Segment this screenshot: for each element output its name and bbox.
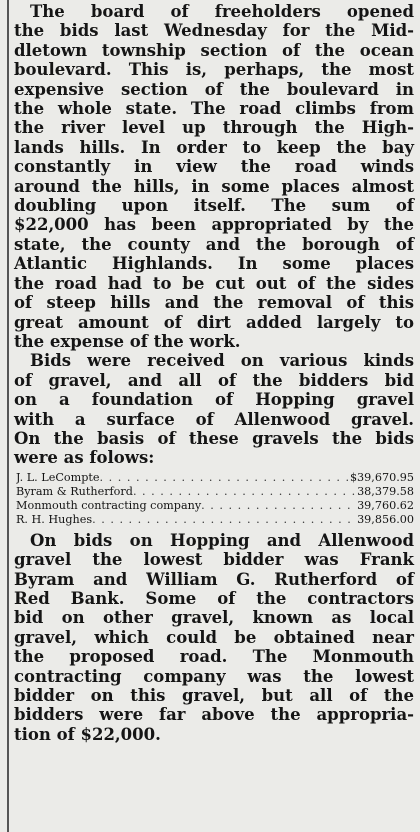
text-line: Atlantic Highlands. In some places (14, 254, 414, 274)
paragraph-3 (14, 531, 414, 744)
text-line: contracting company was the lowest (14, 666, 414, 686)
text-line: $22,000 has been appropriated by the (14, 215, 414, 235)
bid-amount: $39,670.95 (349, 470, 414, 484)
text-line: the road had to be cut out of the sides (14, 273, 414, 293)
text-line: lands hills. In order to keep the bay (14, 137, 414, 157)
text-line: gravel the lowest bidder was Frank (14, 550, 414, 570)
bid-row (16, 499, 414, 513)
text-line: constantly in view the road winds (14, 157, 414, 177)
leader-dots (100, 471, 350, 485)
text-line: bid on other gravel, known as local (14, 608, 414, 628)
text-line: The board of freeholders opened (30, 2, 414, 21)
text-line: on a foundation of Hopping gravel (14, 390, 414, 410)
text-line: the bids last Wednesday for the Mid- (14, 21, 414, 41)
leader-dots (201, 499, 357, 513)
text-line: were as folows: (14, 448, 155, 468)
text-line: On bids on Hopping and Allenwood (30, 530, 414, 550)
bid-amount: 39,760.62 (357, 498, 414, 512)
text-line: of gravel, and all of the bidders bid (14, 370, 414, 390)
text-line: the expense of the work. (14, 331, 241, 351)
text-line: with a surface of Allenwood gravel. (14, 409, 414, 429)
text-line: of steep hills and the removal of this (14, 293, 414, 313)
bid-row (16, 471, 414, 485)
bidder-name: J. L. LeCompte (16, 470, 100, 484)
paragraph-2 (14, 351, 414, 467)
text-line: boulevard. This is, perhaps, the most (14, 60, 414, 80)
bidder-name: Byram & Rutherford (16, 484, 133, 498)
text-line: dletown township section of the ocean (14, 40, 414, 60)
text-line: expensive section of the boulevard in (14, 79, 414, 99)
text-line: the whole state. The road climbs from (14, 99, 414, 119)
leader-dots (92, 513, 357, 527)
text-line: the proposed road. The Monmouth (14, 647, 414, 667)
column-rule (7, 0, 9, 832)
text-line: Bids were received on various kinds (30, 351, 414, 371)
text-line: bidder on this gravel, but all of the (14, 686, 414, 705)
text-line: gravel, which could be obtained near (14, 627, 414, 647)
bid-row (16, 485, 414, 499)
bidder-name: R. H. Hughes (16, 512, 93, 526)
bid-list (16, 471, 414, 527)
leader-dots (133, 485, 357, 499)
bid-amount: 39,856.00 (357, 512, 414, 526)
text-line: doubling upon itself. The sum of (14, 196, 414, 216)
text-line: Red Bank. Some of the contractors (14, 588, 414, 608)
text-line: tion of $22,000. (14, 724, 161, 744)
text-line: state, the county and the borough of (14, 234, 414, 254)
text-line: around the hills, in some places almost (14, 176, 414, 196)
text-line: Byram and William G. Rutherford of (14, 569, 414, 589)
text-line: the river level up through the High- (14, 118, 414, 138)
paragraph-1 (14, 2, 414, 351)
bidder-name: Monmouth contracting company (16, 498, 202, 512)
text-line: On the basis of these gravels the bids (14, 428, 414, 448)
article-column (14, 2, 414, 744)
bid-amount: 38,379.58 (357, 484, 414, 498)
bid-row (16, 513, 414, 527)
text-line: great amount of dirt added largely to (14, 312, 414, 332)
text-line: bidders were far above the appropria- (14, 705, 414, 725)
